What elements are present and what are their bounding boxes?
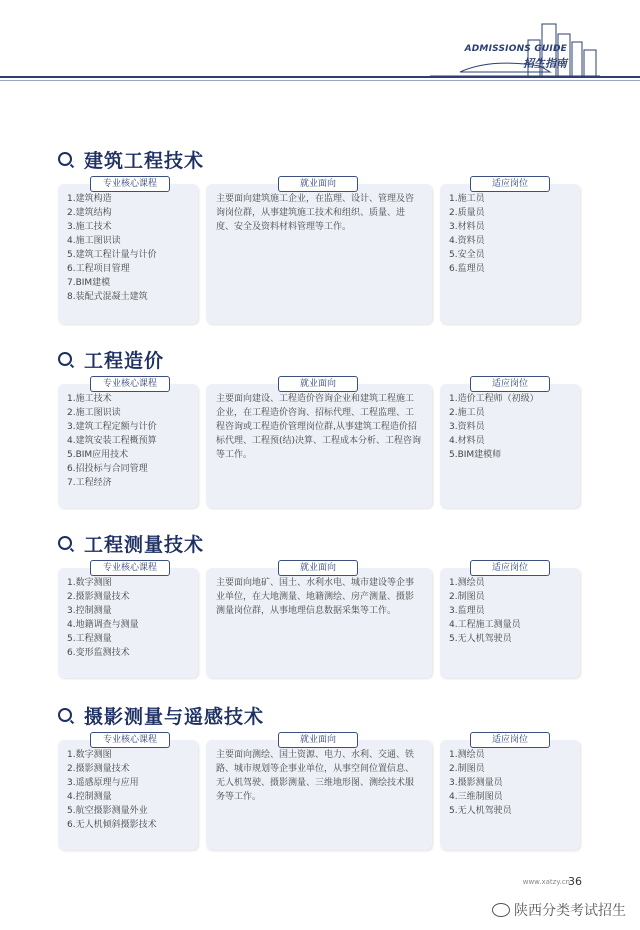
major-section-cost (58, 346, 588, 516)
list-item: 4.控制测量 (67, 792, 112, 802)
positions-header: 适应岗位 (470, 376, 550, 392)
list-item: 4.材料员 (449, 436, 485, 446)
list-item: 5.安全员 (449, 250, 485, 260)
header-divider (0, 76, 640, 78)
section-title-text: 工程测量技术 (84, 533, 205, 556)
section-title (58, 146, 204, 172)
watermark (492, 900, 626, 920)
list-item: 3.控制测量 (67, 606, 112, 616)
positions-header: 适应岗位 (470, 560, 550, 576)
positions-list (449, 576, 574, 646)
section-title (58, 530, 204, 556)
positions-column (440, 176, 580, 324)
courses-column (58, 732, 198, 850)
list-item: 4.工程施工测量员 (449, 620, 521, 630)
positions-list (449, 748, 574, 818)
list-item: 3.资料员 (449, 422, 485, 432)
list-item: 8.装配式混凝土建筑 (67, 292, 148, 302)
section-title-text: 建筑工程技术 (84, 149, 205, 172)
list-item: 2.施工图识读 (67, 408, 121, 418)
list-item: 1.数字测图 (67, 578, 112, 588)
courses-list (67, 576, 192, 660)
section-title-text: 摄影测量与遥感技术 (84, 705, 265, 728)
list-item: 4.施工图识读 (67, 236, 121, 246)
courses-column (58, 560, 198, 678)
list-item: 2.制图员 (449, 592, 485, 602)
admissions-guide-en: ADMISSIONS GUIDE (464, 44, 567, 54)
positions-header: 适应岗位 (470, 732, 550, 748)
courses-list (67, 192, 192, 304)
employment-header: 就业面向 (278, 732, 358, 748)
list-item: 3.摄影测量员 (449, 778, 503, 788)
list-item: 1.测绘员 (449, 750, 485, 760)
positions-list (449, 192, 574, 276)
positions-list (449, 392, 574, 462)
employment-column (206, 376, 432, 508)
list-item: 6.变形监测技术 (67, 648, 130, 658)
list-item: 5.建筑工程计量与计价 (67, 250, 157, 260)
list-item: 6.无人机倾斜摄影技术 (67, 820, 157, 830)
magnifier-icon (58, 152, 72, 166)
list-item: 1.建筑构造 (67, 194, 112, 204)
magnifier-icon (58, 708, 72, 722)
major-section-photogrammetry (58, 702, 588, 852)
page-number: 36 (568, 875, 582, 888)
employment-header: 就业面向 (278, 376, 358, 392)
employment-text: 主要面向建设、工程造价咨询企业和建筑工程施工企业，在工程造价咨询、招标代理、工程监理、工程咨询或工程造价管理岗位群,从事建筑工程造价招标代理、工程预(结)决算、工程成本分析、工程咨询等工作。 (216, 394, 422, 460)
magnifier-icon (58, 352, 72, 366)
list-item: 4.资料员 (449, 236, 485, 246)
employment-column (206, 732, 432, 850)
list-item: 3.施工技术 (67, 222, 112, 232)
positions-column (440, 732, 580, 850)
employment-column (206, 560, 432, 678)
admissions-guide-cn: 招生指南 (523, 57, 567, 70)
courses-list (67, 748, 192, 832)
list-item: 7.工程经济 (67, 478, 112, 488)
section-title (58, 346, 164, 372)
list-item: 5.无人机驾驶员 (449, 634, 512, 644)
list-item: 1.施工员 (449, 194, 485, 204)
list-item: 4.建筑安装工程概预算 (67, 436, 157, 446)
courses-header: 专业核心课程 (90, 560, 170, 576)
list-item: 2.摄影测量技术 (67, 592, 130, 602)
list-item: 7.BIM建模 (67, 278, 111, 288)
list-item: 5.BIM应用技术 (67, 450, 129, 460)
major-section-construction (58, 146, 588, 326)
list-item: 5.BIM建模师 (449, 450, 502, 460)
footer-url: www.xatzy.cn (522, 878, 570, 886)
employment-text: 主要面向建筑施工企业，在监理、设计、管理及咨询岗位群，从事建筑施工技术和组织、质量、进度、安全及资料材料管理等工作。 (216, 194, 415, 232)
courses-list (67, 392, 192, 490)
courses-header: 专业核心课程 (90, 732, 170, 748)
courses-header: 专业核心课程 (90, 176, 170, 192)
weibo-icon (492, 903, 510, 917)
list-item: 3.材料员 (449, 222, 485, 232)
list-item: 1.造价工程师（初级） (449, 394, 539, 404)
section-title-text: 工程造价 (84, 349, 165, 372)
list-item: 1.施工技术 (67, 394, 112, 404)
list-item: 2.施工员 (449, 408, 485, 418)
list-item: 2.摄影测量技术 (67, 764, 130, 774)
list-item: 6.工程项目管理 (67, 264, 130, 274)
courses-column (58, 376, 198, 508)
list-item: 3.监理员 (449, 606, 485, 616)
list-item: 3.遥感原理与应用 (67, 778, 139, 788)
list-item: 6.招投标与合同管理 (67, 464, 148, 474)
list-item: 4.三维制图员 (449, 792, 503, 802)
positions-header: 适应岗位 (470, 176, 550, 192)
positions-column (440, 376, 580, 508)
employment-header: 就业面向 (278, 560, 358, 576)
list-item: 5.工程测量 (67, 634, 112, 644)
positions-column (440, 560, 580, 678)
list-item: 2.制图员 (449, 764, 485, 774)
employment-text: 主要面向地矿、国土、水利水电、城市建设等企事业单位，在大地测量、地籍测绘、房产测量、摄影测量岗位群，从事地理信息数据采集等工作。 (216, 578, 415, 616)
list-item: 2.质量员 (449, 208, 485, 218)
watermark-text: 陕西分类考试招生 (514, 903, 626, 919)
list-item: 5.航空摄影测量外业 (67, 806, 148, 816)
list-item: 3.建筑工程定额与计价 (67, 422, 157, 432)
employment-text: 主要面向测绘、国土资源、电力、水利、交通、铁路、城市规划等企事业单位，从事空间位置信息、无人机驾驶、摄影测量、三维地形图、测绘技术服务等工作。 (216, 750, 415, 802)
courses-column (58, 176, 198, 324)
employment-column (206, 176, 432, 324)
list-item: 1.测绘员 (449, 578, 485, 588)
section-title (58, 702, 264, 728)
magnifier-icon (58, 536, 72, 550)
employment-header: 就业面向 (278, 176, 358, 192)
list-item: 6.监理员 (449, 264, 485, 274)
courses-header: 专业核心课程 (90, 376, 170, 392)
list-item: 1.数字测图 (67, 750, 112, 760)
list-item: 2.建筑结构 (67, 208, 112, 218)
header-divider-thin (0, 80, 640, 81)
list-item: 5.无人机驾驶员 (449, 806, 512, 816)
major-section-surveying (58, 530, 588, 680)
list-item: 4.地籍调查与测量 (67, 620, 139, 630)
